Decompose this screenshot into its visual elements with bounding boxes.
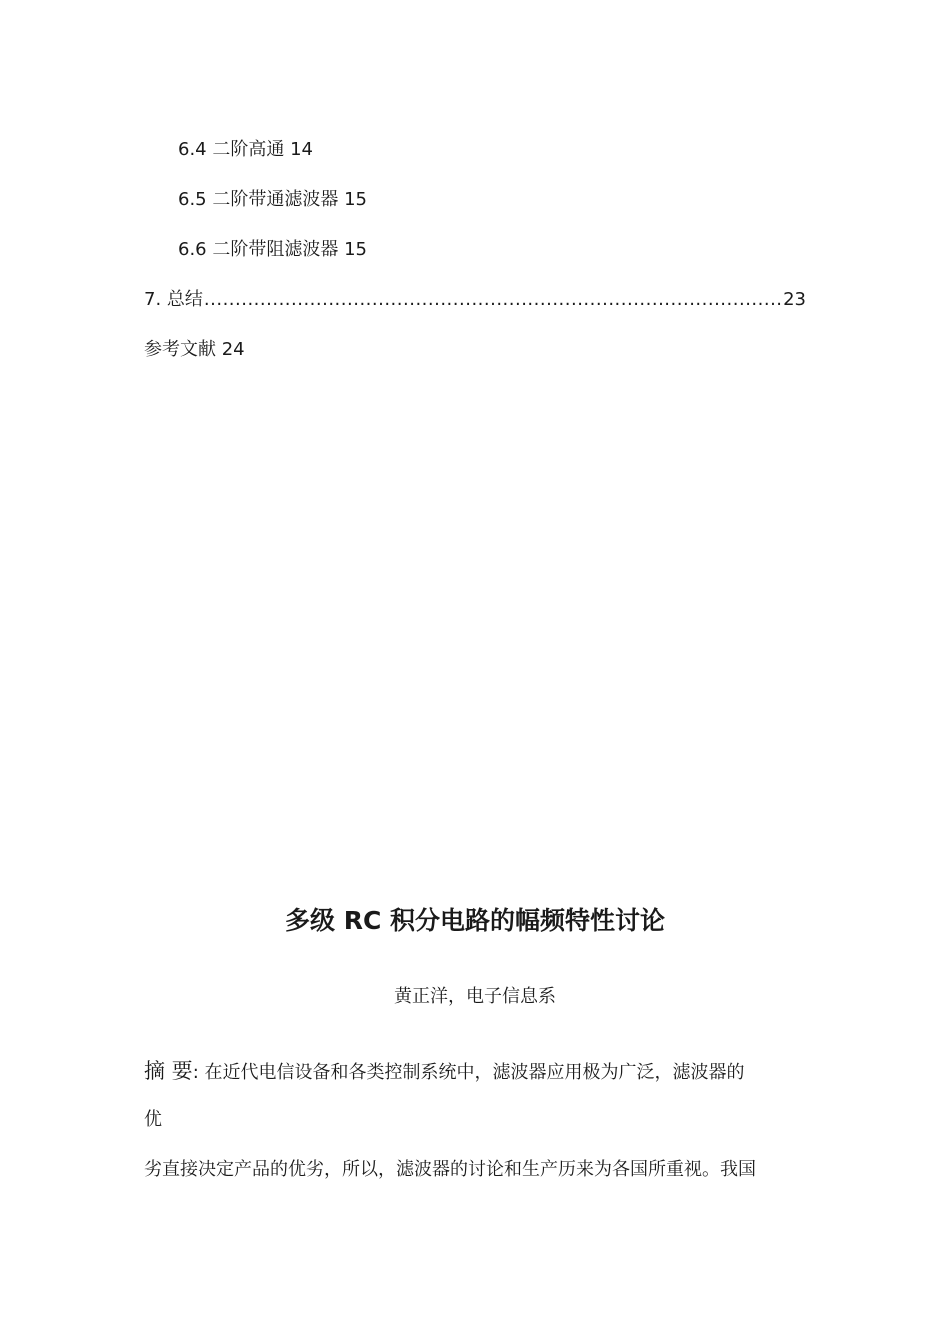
toc-item-6-6[interactable]: 6.6 二阶带阻滤波器 15 <box>178 239 367 260</box>
paper-title: 多级 RC 积分电路的幅频特性讨论 <box>284 906 665 935</box>
toc-conclusion-label: 7. 总结 <box>144 289 203 310</box>
toc-item-6-5[interactable]: 6.5 二阶带通滤波器 15 <box>178 189 367 210</box>
toc-conclusion-page: 23 <box>783 289 806 310</box>
abstract-text-1: : 在近代电信设备和各类控制系统中，滤波器应用极为广泛，滤波器的 <box>192 1062 745 1083</box>
toc-item-6-4[interactable]: 6.4 二阶高通 14 <box>178 139 313 160</box>
toc-dot-leader <box>204 288 782 312</box>
abstract-line-3: 劣直接决定产品的优劣，所以，滤波器的讨论和生产历来为各国所重视。我国 <box>144 1159 756 1180</box>
toc-item-conclusion[interactable] <box>144 288 806 312</box>
abstract-label: 摘 要 <box>144 1059 193 1083</box>
toc-item-references[interactable]: 参考文献 24 <box>144 339 245 360</box>
author-line: 黄正洋，电子信息系 <box>394 986 556 1007</box>
abstract-line-2: 优 <box>144 1109 162 1130</box>
abstract-line-1 <box>144 1058 744 1086</box>
